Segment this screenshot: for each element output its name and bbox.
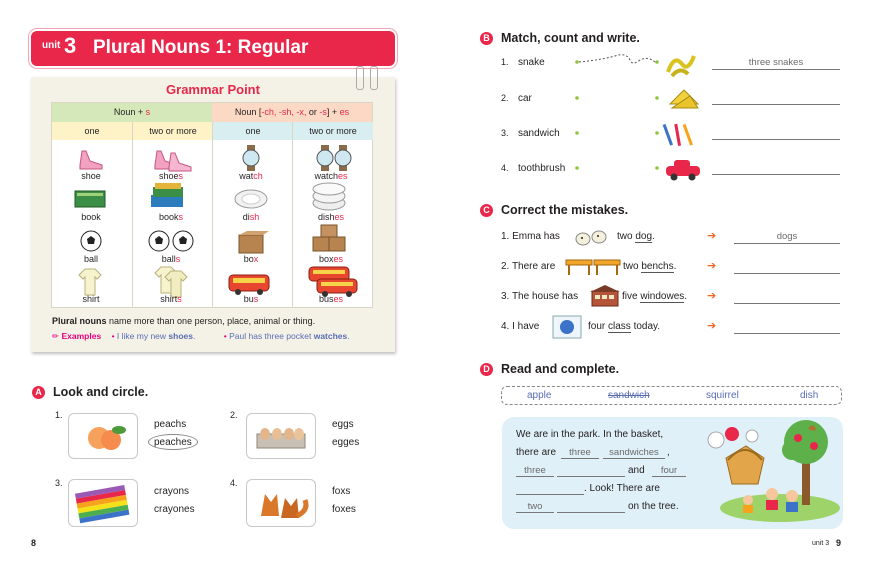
shoe-icon [169,153,191,171]
unit-number: 3 [64,33,77,58]
a-option[interactable]: peachs [154,419,187,430]
a-item-number: 3. [55,478,63,488]
a-option[interactable]: foxes [332,504,356,515]
section-d-badge: D [480,363,493,376]
a-option[interactable]: crayons [154,486,190,497]
eggs-icon [247,414,315,458]
word-bank [501,386,842,405]
watch-icon [317,145,333,171]
col-header-more: two or more [132,122,213,140]
group-header-es: Noun [-ch, -sh, -x, or -s] + es [212,103,372,122]
table-cell: dishes [317,212,345,222]
blank-line [516,494,584,495]
c-answer[interactable]: dogs [776,231,798,242]
dish-icon [235,190,267,208]
b-answer-line [712,69,840,70]
ball-icon [149,231,169,251]
b-item-number: 1. [501,57,509,67]
table-cell: shirts [160,294,182,304]
shoe-icon [80,151,102,169]
house-icon [590,285,620,307]
arrow-icon: ➔ [707,230,717,242]
match-dot [575,96,579,100]
table-cell: ball [83,254,98,264]
match-dot [575,131,579,135]
a-option[interactable]: crayones [154,504,195,515]
section-b-badge: B [480,32,493,45]
page-number-right: 9 [836,538,842,548]
c-sentence: 3. The house has [501,291,579,302]
section-b-title: Match, count and write. [501,31,640,45]
section-a-badge: A [32,386,45,399]
match-dot [575,60,579,64]
passage-line: We are in the park. In the basket, [516,429,664,440]
table-cell: buses [318,294,344,304]
a-image-box [246,479,316,527]
passage-text: , [667,447,670,458]
table-cell: box [243,254,259,264]
a-item-number: 4. [230,478,238,488]
word-bank-item: sandwich [608,390,650,401]
dog-icon [573,226,611,248]
footer-unit-label: unit 3 [812,540,830,547]
fox-icon [247,480,315,526]
grammar-table-illustrations [51,139,373,307]
match-line [579,55,655,63]
match-dot [655,60,659,64]
bench-icon [565,257,621,277]
bus-icon [229,275,269,295]
table-cell: shoes [158,171,184,181]
section-a-title: Look and circle. [53,385,149,399]
c-sentence: 4. I have [501,321,540,332]
arrow-icon: ➔ [707,260,717,272]
watch-icon [243,145,259,171]
picnic-illustration [702,420,842,526]
matching-area [570,50,720,190]
car-icon [666,160,700,181]
blank-answer[interactable]: three [524,465,546,476]
table-cell: shirt [82,294,100,304]
b-item-number: 3. [501,128,509,138]
a-option[interactable]: eggs [332,419,354,430]
table-cell: book [81,212,101,222]
c-answer-line [734,333,840,334]
match-dot [575,166,579,170]
child-icon [766,488,778,500]
examples: ✏ Examples • I like my new shoes. • Paul has three pocket watches. [52,331,350,341]
watch-icon [335,145,351,171]
b-answer-line [712,174,840,175]
apple-icon [725,427,739,441]
passage-line: there are [516,447,557,458]
blank-line [516,476,554,477]
table-cell: balls [161,254,181,264]
section-c-badge: C [480,204,493,217]
answer-circle [148,434,198,450]
dish-icon [313,183,345,210]
b-answer-line [712,104,840,105]
c-answer-line [734,273,840,274]
b-answer-line [712,139,840,140]
match-dot [655,131,659,135]
table-cell: watch [239,171,263,181]
col-header-one: one [52,122,132,140]
basket-icon [726,446,764,484]
c-sentence-rest: four class today. [588,321,661,332]
classroom-sign-icon [551,314,583,340]
table-cell: boxes [318,254,344,264]
grammar-heading: Grammar Point [166,82,260,97]
blank-line [652,476,686,477]
match-dot [655,96,659,100]
dish-icon [708,432,724,448]
b-word: sandwich [518,128,560,139]
a-option[interactable]: foxs [332,486,351,497]
table-cell: watches [314,171,348,181]
unit-label: unit [42,40,61,51]
c-sentence: 1. Emma has [501,231,560,242]
b-word: toothbrush [518,163,566,174]
table-cell: books [158,212,184,222]
word-bank-item: dish [800,390,819,401]
c-answer-line [734,243,840,244]
b-item-number: 2. [501,93,509,103]
toothbrush-icon [663,124,693,146]
blank-line [516,512,554,513]
a-item-number: 2. [230,410,238,420]
blank-answer[interactable]: three [569,447,591,458]
apple-icon [794,434,802,442]
section-c-title: Correct the mistakes. [501,203,629,217]
table-cell: shoe [81,171,101,181]
c-sentence: 2. There are [501,261,556,272]
arrow-icon: ➔ [707,290,717,302]
section-d-title: Read and complete. [501,362,620,376]
box-icon [239,231,269,253]
blank-line [557,512,625,513]
ball-icon [81,231,101,251]
group-header-s: Noun + s [52,103,212,122]
c-sentence-rest: two benchs. [623,261,677,272]
sandwich-icon [670,90,698,108]
b-item-number: 4. [501,163,509,173]
peach-icon [69,414,137,458]
a-image-box [246,413,316,459]
a-option[interactable]: peaches [154,437,192,448]
apple-icon [810,442,818,450]
page-number-left: 8 [31,538,37,548]
table-cell: bus [243,294,259,304]
c-sentence-rest: two dog. [617,231,655,242]
a-image-box [68,413,138,459]
passage-text: . Look! There are [584,483,660,494]
b-word: snake [518,57,545,68]
a-image-box [68,479,138,527]
table-cell: dish [242,212,260,222]
passage-text: on the tree. [628,501,679,512]
a-item-number: 1. [55,410,63,420]
word-bank-item: apple [527,390,552,401]
shirt-icon [79,269,101,295]
crayons-icon [69,480,137,526]
c-sentence-rest: five windowes. [622,291,688,302]
book-icon [75,191,105,207]
col-header-more: two or more [292,122,373,140]
blank-answer[interactable]: sandwiches [609,447,659,458]
b-word: car [518,93,532,104]
page-title: Plural Nouns 1: Regular [93,37,309,58]
book-icon [151,183,183,207]
blank-answer[interactable]: four [660,465,678,476]
child-icon [786,490,798,502]
col-header-one: one [212,122,293,140]
child-icon [743,495,753,505]
arrow-icon: ➔ [707,320,717,332]
dish-icon [746,430,758,442]
box-icon [313,225,345,251]
title-banner [31,31,395,66]
blank-line [557,476,625,477]
passage-text: and [628,465,645,476]
a-option[interactable]: egges [332,437,360,448]
blank-line [561,458,599,459]
ball-icon [173,231,193,251]
bus-icon [309,267,357,297]
blank-answer[interactable]: two [527,501,543,512]
word-bank-item: squirrel [706,390,739,401]
b-answer[interactable]: three snakes [748,57,804,68]
blank-line [603,458,665,459]
c-answer-line [734,303,840,304]
match-dot [655,166,659,170]
snake-icon [668,56,694,76]
definition: Plural nouns name more than one person, place, animal or thing. [52,316,316,326]
